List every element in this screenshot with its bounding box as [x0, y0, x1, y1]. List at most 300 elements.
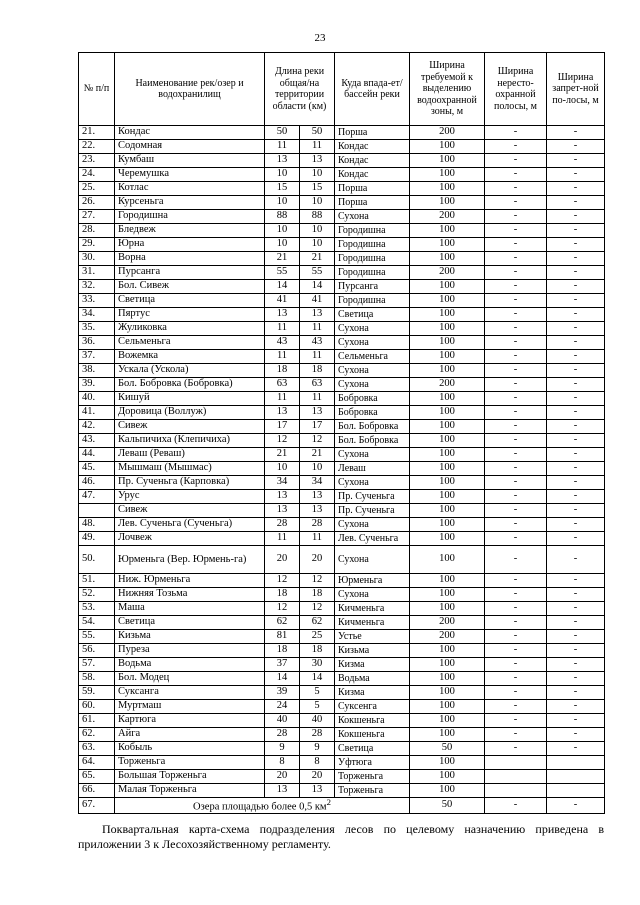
row-length-region: 11 [300, 532, 335, 546]
row-length-region: 10 [300, 238, 335, 252]
row-length-region: 88 [300, 210, 335, 224]
row-destination: Сухона [335, 588, 410, 602]
row-zone-width: 100 [410, 490, 485, 504]
row-length-total: 11 [265, 532, 300, 546]
row-forbidden-width: - [547, 448, 605, 462]
row-strip-width: - [485, 658, 547, 672]
row-num: 28. [79, 224, 115, 238]
header-zone-width: Ширина требуемой к выделению водоохранной зоны, м [410, 53, 485, 126]
row-name: Светица [115, 294, 265, 308]
row-strip-width: - [485, 322, 547, 336]
row-num: 29. [79, 238, 115, 252]
table-row [79, 154, 605, 168]
row-length-region: 12 [300, 602, 335, 616]
row-strip-width: - [485, 154, 547, 168]
row-forbidden-width [547, 770, 605, 784]
row-destination: Кокшеньга [335, 728, 410, 742]
row-num: 23. [79, 154, 115, 168]
row-destination: Городишна [335, 294, 410, 308]
table-row [79, 210, 605, 224]
row-zone-width: 100 [410, 336, 485, 350]
row-strip-width: - [485, 140, 547, 154]
table-body [79, 126, 605, 798]
row-strip-width: - [485, 182, 547, 196]
table-row [79, 336, 605, 350]
row-length-total: 28 [265, 728, 300, 742]
table-row [79, 784, 605, 798]
row-length-region: 11 [300, 350, 335, 364]
row-name: Сивеж [115, 504, 265, 518]
row-length-total: 13 [265, 308, 300, 322]
header-name: Наименование рек/озер и водохранилищ [115, 53, 265, 126]
row-length-total: 10 [265, 238, 300, 252]
row-name: Пр. Сученьга (Карповка) [115, 476, 265, 490]
row-length-total: 11 [265, 392, 300, 406]
row-forbidden-width: - [547, 182, 605, 196]
row-num: 66. [79, 784, 115, 798]
lakes-label-cell [115, 798, 410, 814]
table-row [79, 196, 605, 210]
row-destination: Сухона [335, 322, 410, 336]
row-strip-width: - [485, 630, 547, 644]
row-length-total: 34 [265, 476, 300, 490]
row-strip-width: - [485, 728, 547, 742]
table-row [79, 686, 605, 700]
row-name: Сивеж [115, 420, 265, 434]
row-length-total: 41 [265, 294, 300, 308]
page-number: 23 [314, 32, 326, 44]
row-forbidden-width: - [547, 434, 605, 448]
row-forbidden-width: - [547, 490, 605, 504]
row-destination: Лев. Сученьга [335, 532, 410, 546]
table-row [79, 322, 605, 336]
row-destination: Пр. Сученьга [335, 490, 410, 504]
table-row [79, 238, 605, 252]
row-length-total: 11 [265, 322, 300, 336]
table-row [79, 280, 605, 294]
row-length-region: 28 [300, 728, 335, 742]
row-destination: Городишна [335, 252, 410, 266]
row-length-total: 21 [265, 448, 300, 462]
row-name: Бледвеж [115, 224, 265, 238]
row-zone-width: 100 [410, 392, 485, 406]
row-zone-width: 100 [410, 574, 485, 588]
row-destination: Сухона [335, 210, 410, 224]
row-name: Кишуй [115, 392, 265, 406]
table-row [79, 350, 605, 364]
row-forbidden-width: - [547, 308, 605, 322]
row-strip-width: - [485, 518, 547, 532]
row-strip-width [485, 770, 547, 784]
row-strip-width: - [485, 672, 547, 686]
row-destination: Городишна [335, 238, 410, 252]
table-row [79, 308, 605, 322]
row-length-region: 14 [300, 280, 335, 294]
row-strip-width: - [485, 616, 547, 630]
row-destination: Бобровка [335, 406, 410, 420]
row-length-total: 10 [265, 224, 300, 238]
row-strip-width: - [485, 294, 547, 308]
row-strip-width: - [485, 476, 547, 490]
row-num: 42. [79, 420, 115, 434]
table-row [79, 392, 605, 406]
row-destination: Порша [335, 126, 410, 140]
row-destination: Кокшеньга [335, 714, 410, 728]
row-name: Суксанга [115, 686, 265, 700]
row-length-region: 13 [300, 406, 335, 420]
row-zone-width: 200 [410, 616, 485, 630]
row-num: 43. [79, 434, 115, 448]
row-name: Ускала (Ускола) [115, 364, 265, 378]
row-length-total: 17 [265, 420, 300, 434]
row-zone-width: 50 [410, 742, 485, 756]
row-name: Торженьга [115, 756, 265, 770]
table-row [79, 546, 605, 574]
table-row [79, 406, 605, 420]
row-length-region: 13 [300, 490, 335, 504]
row-num: 33. [79, 294, 115, 308]
row-length-region: 13 [300, 784, 335, 798]
row-length-total: 43 [265, 336, 300, 350]
table-row [79, 420, 605, 434]
row-zone-width: 100 [410, 238, 485, 252]
row-zone-width: 100 [410, 476, 485, 490]
row-name: Доровица (Воллуж) [115, 406, 265, 420]
row-destination: Сухона [335, 336, 410, 350]
row-num: 63. [79, 742, 115, 756]
row-destination: Леваш [335, 462, 410, 476]
row-destination: Городишна [335, 224, 410, 238]
row-num: 44. [79, 448, 115, 462]
row-length-region: 11 [300, 392, 335, 406]
row-zone-width: 100 [410, 280, 485, 294]
row-length-region: 11 [300, 140, 335, 154]
row-destination: Бол. Бобровка [335, 420, 410, 434]
table-row [79, 266, 605, 280]
row-forbidden-width: - [547, 532, 605, 546]
row-num: 26. [79, 196, 115, 210]
row-length-region: 13 [300, 308, 335, 322]
row-length-total: 63 [265, 378, 300, 392]
row-name: Юрменьга (Вер. Юрмень-га) [115, 546, 265, 574]
row-destination: Сухона [335, 518, 410, 532]
row-zone-width: 100 [410, 518, 485, 532]
table-row [79, 630, 605, 644]
row-length-total: 13 [265, 784, 300, 798]
row-destination: Городишна [335, 266, 410, 280]
row-forbidden-width: - [547, 224, 605, 238]
table-row [79, 140, 605, 154]
row-forbidden-width: - [547, 294, 605, 308]
row-strip-width: - [485, 532, 547, 546]
row-num: 34. [79, 308, 115, 322]
row-strip-width: - [485, 168, 547, 182]
table-row [79, 476, 605, 490]
row-length-region: 10 [300, 462, 335, 476]
row-destination: Сухона [335, 378, 410, 392]
table-row [79, 700, 605, 714]
row-zone-width: 100 [410, 420, 485, 434]
row-strip-width: - [485, 350, 547, 364]
row-zone-width: 100 [410, 686, 485, 700]
table-row [79, 252, 605, 266]
row-num: 31. [79, 266, 115, 280]
row-name: Ворна [115, 252, 265, 266]
row-destination: Кизма [335, 658, 410, 672]
row-zone-width: 200 [410, 126, 485, 140]
row-destination: Сельменьга [335, 350, 410, 364]
row-num [79, 504, 115, 518]
row-zone-width: 100 [410, 644, 485, 658]
row-zone-width: 100 [410, 588, 485, 602]
row-zone-width: 100 [410, 182, 485, 196]
row-length-total: 15 [265, 182, 300, 196]
table-row [79, 224, 605, 238]
row-strip-width: - [485, 196, 547, 210]
row-destination: Водьма [335, 672, 410, 686]
row-name: Светица [115, 616, 265, 630]
row-length-total: 28 [265, 518, 300, 532]
row-length-total: 24 [265, 700, 300, 714]
row-strip-width: - [485, 266, 547, 280]
row-num: 47. [79, 490, 115, 504]
row-destination: Уфтюга [335, 756, 410, 770]
row-length-region: 5 [300, 700, 335, 714]
row-zone-width: 100 [410, 658, 485, 672]
row-forbidden-width: - [547, 602, 605, 616]
row-length-total: 10 [265, 168, 300, 182]
row-length-region: 18 [300, 644, 335, 658]
row-forbidden-width [547, 784, 605, 798]
row-forbidden-width: - [547, 672, 605, 686]
row-num: 21. [79, 126, 115, 140]
row-forbidden-width: - [547, 742, 605, 756]
row-zone-width: 100 [410, 154, 485, 168]
row-num: 35. [79, 322, 115, 336]
row-num: 65. [79, 770, 115, 784]
row-zone-width: 100 [410, 672, 485, 686]
table-row [79, 658, 605, 672]
row-destination: Сухона [335, 448, 410, 462]
row-num: 61. [79, 714, 115, 728]
row-name: Лев. Сученьга (Сученьга) [115, 518, 265, 532]
row-forbidden-width: - [547, 210, 605, 224]
row-name: Кобыль [115, 742, 265, 756]
row-length-region: 21 [300, 252, 335, 266]
row-destination: Пурсанга [335, 280, 410, 294]
table-row [79, 434, 605, 448]
row-forbidden-width: - [547, 700, 605, 714]
row-zone-width: 100 [410, 504, 485, 518]
row-length-region: 11 [300, 322, 335, 336]
row-length-region: 40 [300, 714, 335, 728]
table-row [79, 742, 605, 756]
row-num: 37. [79, 350, 115, 364]
row-length-total: 12 [265, 434, 300, 448]
row-length-total: 14 [265, 672, 300, 686]
row-destination: Торженьга [335, 770, 410, 784]
row-strip-width: - [485, 252, 547, 266]
row-num: 32. [79, 280, 115, 294]
row-forbidden-width: - [547, 658, 605, 672]
row-name: Бол. Бобровка (Бобровка) [115, 378, 265, 392]
row-forbidden-width: - [547, 406, 605, 420]
row-forbidden-width: - [547, 350, 605, 364]
row-num: 40. [79, 392, 115, 406]
table-row [79, 672, 605, 686]
row-length-region: 20 [300, 770, 335, 784]
row-strip-width: - [485, 602, 547, 616]
row-length-region: 41 [300, 294, 335, 308]
row-length-total: 10 [265, 462, 300, 476]
row-forbidden-width: - [547, 168, 605, 182]
row-length-total: 40 [265, 714, 300, 728]
row-length-total: 81 [265, 630, 300, 644]
row-num: 25. [79, 182, 115, 196]
row-destination: Сухона [335, 476, 410, 490]
row-zone-width: 100 [410, 364, 485, 378]
row-destination: Кизьма [335, 644, 410, 658]
row-destination: Кондас [335, 154, 410, 168]
row-forbidden-width: - [547, 686, 605, 700]
row-zone-width: 200 [410, 630, 485, 644]
header-forbidden-width: Ширина запрет-ной по-лосы, м [547, 53, 605, 126]
table-row [79, 364, 605, 378]
row-forbidden-width: - [547, 140, 605, 154]
row-length-total: 18 [265, 644, 300, 658]
row-destination: Кичменьга [335, 602, 410, 616]
row-zone-width: 100 [410, 714, 485, 728]
row-forbidden-width: - [547, 154, 605, 168]
table-row [79, 714, 605, 728]
row-strip-width: - [485, 490, 547, 504]
row-length-total: 18 [265, 588, 300, 602]
row-name: Пяртус [115, 308, 265, 322]
row-forbidden-width: - [547, 728, 605, 742]
row-length-total: 10 [265, 196, 300, 210]
row-length-region: 43 [300, 336, 335, 350]
row-zone-width: 100 [410, 224, 485, 238]
row-length-total: 13 [265, 490, 300, 504]
row-zone-width: 100 [410, 294, 485, 308]
row-name: Леваш (Реваш) [115, 448, 265, 462]
table-row [79, 588, 605, 602]
table-row [79, 518, 605, 532]
row-num: 30. [79, 252, 115, 266]
table-row [79, 770, 605, 784]
row-name: Ниж. Юрменьга [115, 574, 265, 588]
row-name: Малая Торженьга [115, 784, 265, 798]
row-length-region: 28 [300, 518, 335, 532]
row-destination: Порша [335, 182, 410, 196]
row-length-total: 11 [265, 350, 300, 364]
row-length-region: 30 [300, 658, 335, 672]
row-length-region: 34 [300, 476, 335, 490]
row-strip-width: - [485, 686, 547, 700]
row-forbidden-width: - [547, 476, 605, 490]
row-length-total: 13 [265, 406, 300, 420]
row-name: Бол. Сивеж [115, 280, 265, 294]
row-name: Пурсанга [115, 266, 265, 280]
table-row [79, 504, 605, 518]
row-forbidden-width: - [547, 238, 605, 252]
row-forbidden-width: - [547, 504, 605, 518]
row-num: 60. [79, 700, 115, 714]
lakes-row [79, 798, 605, 814]
row-length-region: 20 [300, 546, 335, 574]
row-name: Содомная [115, 140, 265, 154]
rivers-table [78, 52, 605, 814]
row-zone-width: 100 [410, 448, 485, 462]
row-zone-width: 100 [410, 322, 485, 336]
row-strip-width: - [485, 588, 547, 602]
row-forbidden-width: - [547, 588, 605, 602]
row-length-region: 25 [300, 630, 335, 644]
row-zone-width: 100 [410, 252, 485, 266]
row-forbidden-width: - [547, 336, 605, 350]
row-num: 55. [79, 630, 115, 644]
row-forbidden-width: - [547, 322, 605, 336]
row-destination: Бол. Бобровка [335, 434, 410, 448]
row-forbidden-width: - [547, 518, 605, 532]
row-length-region: 10 [300, 196, 335, 210]
row-strip-width: - [485, 462, 547, 476]
row-zone-width: 100 [410, 532, 485, 546]
row-num: 50. [79, 546, 115, 574]
row-length-total: 12 [265, 574, 300, 588]
row-name: Урус [115, 490, 265, 504]
table-row [79, 574, 605, 588]
lakes-strip: - [485, 798, 547, 814]
row-strip-width: - [485, 210, 547, 224]
row-name: Айга [115, 728, 265, 742]
row-strip-width: - [485, 644, 547, 658]
row-num: 62. [79, 728, 115, 742]
lakes-forbidden: - [547, 798, 605, 814]
table-row [79, 616, 605, 630]
row-zone-width: 100 [410, 196, 485, 210]
row-strip-width: - [485, 574, 547, 588]
row-name: Кизьма [115, 630, 265, 644]
row-strip-width: - [485, 308, 547, 322]
row-num: 27. [79, 210, 115, 224]
row-num: 48. [79, 518, 115, 532]
row-strip-width: - [485, 364, 547, 378]
row-name: Сельменьга [115, 336, 265, 350]
row-forbidden-width: - [547, 266, 605, 280]
row-length-total: 21 [265, 252, 300, 266]
row-destination: Юрменьга [335, 574, 410, 588]
row-name: Картюга [115, 714, 265, 728]
row-name: Кумбаш [115, 154, 265, 168]
table-row [79, 462, 605, 476]
row-name: Городишна [115, 210, 265, 224]
table-row [79, 168, 605, 182]
row-zone-width: 200 [410, 210, 485, 224]
row-zone-width: 100 [410, 700, 485, 714]
row-strip-width: - [485, 336, 547, 350]
row-zone-width: 100 [410, 770, 485, 784]
table-row [79, 728, 605, 742]
row-name: Водьма [115, 658, 265, 672]
header-num: № п/п [79, 53, 115, 126]
row-forbidden-width: - [547, 546, 605, 574]
header-destination: Куда впада-ет/бассейн реки [335, 53, 410, 126]
row-strip-width: - [485, 504, 547, 518]
row-strip-width: - [485, 126, 547, 140]
row-strip-width: - [485, 224, 547, 238]
row-destination: Бобровка [335, 392, 410, 406]
